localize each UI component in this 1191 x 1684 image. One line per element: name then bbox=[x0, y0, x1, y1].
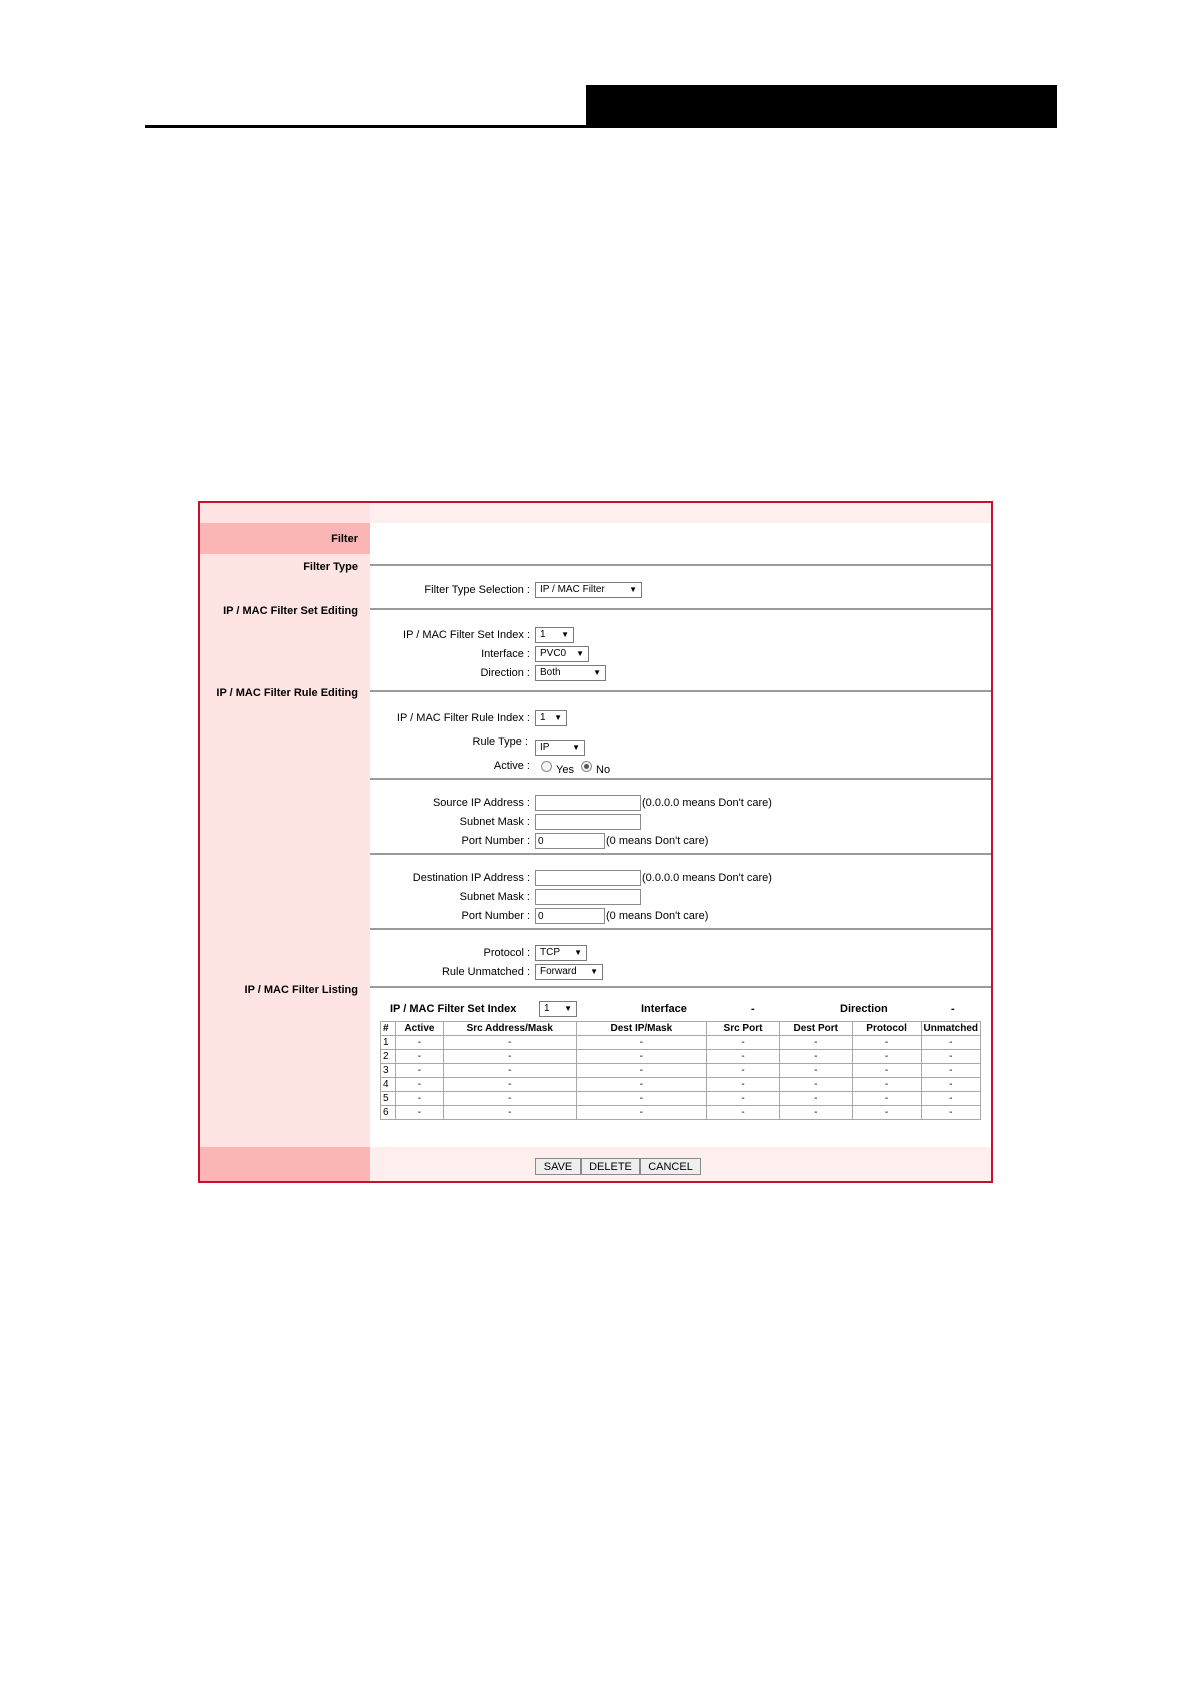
table-cell: - bbox=[707, 1064, 780, 1078]
protocol-label: Protocol : bbox=[483, 947, 530, 959]
chevron-down-icon: ▼ bbox=[593, 668, 601, 677]
table-cell: - bbox=[443, 1050, 576, 1064]
table-cell: - bbox=[395, 1078, 443, 1092]
table-cell: - bbox=[852, 1050, 921, 1064]
table-cell: - bbox=[852, 1078, 921, 1092]
divider bbox=[370, 853, 993, 855]
active-label: Active : bbox=[493, 760, 530, 772]
filter-type-select[interactable] bbox=[535, 582, 642, 598]
rule-type-value: IP bbox=[540, 742, 550, 753]
listing-set-index-value: 1 bbox=[544, 1003, 550, 1014]
rule-unmatched-select[interactable] bbox=[535, 964, 603, 980]
table-cell: - bbox=[443, 1036, 576, 1050]
table-cell: - bbox=[779, 1036, 852, 1050]
table-cell: 1 bbox=[381, 1036, 396, 1050]
chevron-down-icon: ▼ bbox=[576, 649, 584, 658]
divider bbox=[370, 986, 993, 988]
chevron-down-icon: ▼ bbox=[590, 967, 598, 976]
table-cell: - bbox=[443, 1106, 576, 1120]
table-cell: - bbox=[443, 1092, 576, 1106]
table-cell: - bbox=[707, 1036, 780, 1050]
table-row bbox=[381, 1106, 981, 1120]
divider bbox=[370, 778, 993, 780]
col-header: Dest Port bbox=[779, 1022, 852, 1036]
listing-direction-label: Direction bbox=[840, 1003, 888, 1015]
table-cell: - bbox=[576, 1092, 707, 1106]
filter-listing-table bbox=[380, 1021, 981, 1120]
table-cell: - bbox=[921, 1092, 980, 1106]
dest-ip-label: Destination IP Address : bbox=[412, 872, 530, 884]
divider bbox=[370, 564, 993, 566]
cancel-button[interactable]: CANCEL bbox=[640, 1158, 701, 1175]
listing-set-index-label: IP / MAC Filter Set Index bbox=[390, 1003, 517, 1015]
source-mask-input[interactable] bbox=[535, 814, 641, 830]
table-cell: - bbox=[921, 1078, 980, 1092]
table-row bbox=[381, 1050, 981, 1064]
set-index-select[interactable] bbox=[535, 627, 574, 643]
table-row bbox=[381, 1036, 981, 1050]
source-port-hint: (0 means Don't care) bbox=[606, 835, 709, 847]
sidebar-filter-title: Filter bbox=[331, 533, 358, 545]
table-cell: - bbox=[576, 1064, 707, 1078]
table-cell: - bbox=[921, 1064, 980, 1078]
dest-port-label: Port Number : bbox=[461, 910, 530, 922]
chevron-down-icon: ▼ bbox=[564, 1004, 572, 1013]
dest-ip-input[interactable] bbox=[535, 870, 641, 886]
source-port-label: Port Number : bbox=[461, 835, 530, 847]
col-header: Active bbox=[395, 1022, 443, 1036]
save-button[interactable]: SAVE bbox=[535, 1158, 581, 1175]
table-cell: - bbox=[921, 1036, 980, 1050]
interface-select[interactable] bbox=[535, 646, 589, 662]
table-cell: 5 bbox=[381, 1092, 396, 1106]
bottom-band-left bbox=[200, 1147, 370, 1183]
table-cell: - bbox=[443, 1078, 576, 1092]
table-header-row bbox=[381, 1022, 981, 1036]
interface-value: PVC0 bbox=[540, 648, 567, 659]
table-cell: - bbox=[852, 1064, 921, 1078]
table-cell: - bbox=[707, 1092, 780, 1106]
table-cell: - bbox=[576, 1078, 707, 1092]
chevron-down-icon: ▼ bbox=[572, 743, 580, 752]
table-cell: - bbox=[921, 1106, 980, 1120]
source-port-input[interactable]: 0 bbox=[535, 833, 605, 849]
rule-index-value: 1 bbox=[540, 712, 546, 723]
chevron-down-icon: ▼ bbox=[629, 585, 637, 594]
sidebar-set-editing: IP / MAC Filter Set Editing bbox=[223, 605, 358, 617]
rule-type-select[interactable] bbox=[535, 740, 585, 756]
col-header: Dest IP/Mask bbox=[576, 1022, 707, 1036]
table-cell: - bbox=[576, 1106, 707, 1120]
rule-unmatched-value: Forward bbox=[540, 966, 577, 977]
col-header: Protocol bbox=[852, 1022, 921, 1036]
chevron-down-icon: ▼ bbox=[554, 713, 562, 722]
table-cell: - bbox=[707, 1106, 780, 1120]
table-cell: - bbox=[443, 1064, 576, 1078]
rule-index-select[interactable] bbox=[535, 710, 567, 726]
direction-label: Direction : bbox=[480, 667, 530, 679]
listing-interface-label: Interface bbox=[641, 1003, 687, 1015]
table-cell: - bbox=[395, 1092, 443, 1106]
table-cell: 4 bbox=[381, 1078, 396, 1092]
router-config-screenshot bbox=[198, 501, 993, 1183]
divider bbox=[370, 690, 993, 692]
sidebar-listing: IP / MAC Filter Listing bbox=[244, 984, 358, 996]
active-yes-label: Yes bbox=[556, 764, 574, 776]
dest-port-input[interactable]: 0 bbox=[535, 908, 605, 924]
rule-index-label: IP / MAC Filter Rule Index : bbox=[396, 712, 530, 724]
table-cell: - bbox=[395, 1036, 443, 1050]
col-header: Src Port bbox=[707, 1022, 780, 1036]
direction-select[interactable] bbox=[535, 665, 606, 681]
delete-button[interactable]: DELETE bbox=[581, 1158, 640, 1175]
col-header: Src Address/Mask bbox=[443, 1022, 576, 1036]
table-cell: - bbox=[395, 1050, 443, 1064]
table-row bbox=[381, 1078, 981, 1092]
table-row bbox=[381, 1092, 981, 1106]
page-header-block bbox=[586, 85, 1057, 128]
table-cell: - bbox=[395, 1064, 443, 1078]
filter-type-value: IP / MAC Filter bbox=[540, 584, 605, 595]
source-ip-hint: (0.0.0.0 means Don't care) bbox=[642, 797, 772, 809]
table-cell: - bbox=[576, 1036, 707, 1050]
direction-value: Both bbox=[540, 667, 561, 678]
dest-ip-hint: (0.0.0.0 means Don't care) bbox=[642, 872, 772, 884]
listing-set-index-select[interactable] bbox=[539, 1001, 577, 1017]
table-cell: 2 bbox=[381, 1050, 396, 1064]
interface-label: Interface : bbox=[481, 648, 530, 660]
table-cell: - bbox=[779, 1050, 852, 1064]
source-ip-label: Source IP Address : bbox=[432, 797, 530, 809]
chevron-down-icon: ▼ bbox=[561, 630, 569, 639]
dest-mask-input[interactable] bbox=[535, 889, 641, 905]
rule-unmatched-label: Rule Unmatched : bbox=[441, 966, 530, 978]
source-mask-label: Subnet Mask : bbox=[459, 816, 530, 828]
sidebar-filter-type: Filter Type bbox=[303, 561, 358, 573]
protocol-value: TCP bbox=[540, 947, 560, 958]
active-no-label: No bbox=[596, 764, 611, 776]
active-yes-radio[interactable] bbox=[541, 761, 552, 772]
listing-direction-value: - bbox=[951, 1003, 955, 1015]
divider bbox=[370, 928, 993, 930]
table-cell: - bbox=[852, 1092, 921, 1106]
table-cell: - bbox=[707, 1078, 780, 1092]
col-header: # bbox=[381, 1022, 396, 1036]
protocol-select[interactable] bbox=[535, 945, 587, 961]
table-cell: - bbox=[852, 1106, 921, 1120]
table-cell: - bbox=[395, 1106, 443, 1120]
table-cell: - bbox=[707, 1050, 780, 1064]
col-header: Unmatched bbox=[921, 1022, 980, 1036]
dest-port-hint: (0 means Don't care) bbox=[606, 910, 709, 922]
table-cell: 3 bbox=[381, 1064, 396, 1078]
table-cell: 6 bbox=[381, 1106, 396, 1120]
dest-mask-label: Subnet Mask : bbox=[459, 891, 530, 903]
source-ip-input[interactable] bbox=[535, 795, 641, 811]
table-cell: - bbox=[576, 1050, 707, 1064]
listing-interface-value: - bbox=[751, 1003, 755, 1015]
filter-type-label: Filter Type Selection : bbox=[424, 584, 530, 596]
sidebar-rule-editing: IP / MAC Filter Rule Editing bbox=[216, 687, 358, 699]
table-cell: - bbox=[779, 1078, 852, 1092]
divider bbox=[370, 608, 993, 610]
chevron-down-icon: ▼ bbox=[574, 948, 582, 957]
table-cell: - bbox=[921, 1050, 980, 1064]
set-index-value: 1 bbox=[540, 629, 546, 640]
active-no-radio[interactable] bbox=[581, 761, 592, 772]
table-cell: - bbox=[779, 1106, 852, 1120]
set-index-label: IP / MAC Filter Set Index : bbox=[403, 629, 530, 641]
table-cell: - bbox=[779, 1092, 852, 1106]
table-row bbox=[381, 1064, 981, 1078]
table-cell: - bbox=[779, 1064, 852, 1078]
table-cell: - bbox=[852, 1036, 921, 1050]
rule-type-label: Rule Type : bbox=[472, 736, 528, 748]
